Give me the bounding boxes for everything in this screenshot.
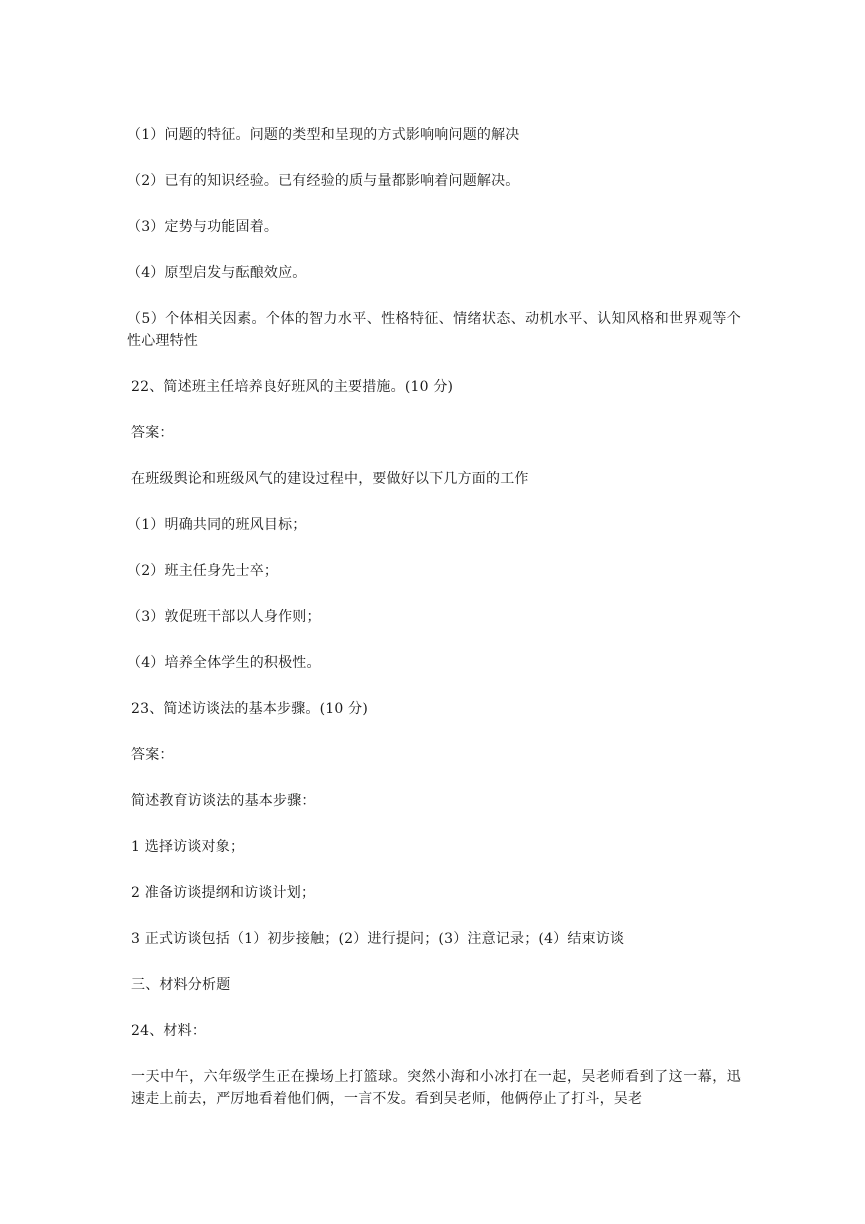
answer-23-intro: 简述教育访谈法的基本步骤：	[131, 793, 316, 809]
measure-4: （4）培养全体学生的积极性。	[127, 655, 321, 671]
answer-label-23: 答案：	[131, 747, 174, 763]
factor-5-individual-factors: （5）个体相关因素。个体的智力水平、性格特征、情绪状态、动机水平、认知风格和世界观等个性心理特性	[127, 311, 741, 349]
step-1: 1 选择访谈对象；	[131, 839, 245, 855]
step-3: 3 正式访谈包括（1）初步接触；(2）进行提问；(3）注意记录；(4）结束访谈	[131, 931, 625, 947]
measure-3: （3）敦促班干部以人身作则；	[127, 609, 321, 625]
factor-3-set-fixedness: （3）定势与功能固着。	[127, 219, 279, 235]
section-3-heading: 三、材料分析题	[131, 977, 231, 993]
question-22-heading: 22、简述班主任培养良好班风的主要措施。(10 分)	[131, 379, 454, 395]
step-2: 2 准备访谈提纲和访谈计划；	[131, 885, 316, 901]
document-page	[127, 124, 741, 1134]
factor-4-prototype-incubation: （4）原型启发与酝酿效应。	[127, 265, 307, 281]
factor-2-prior-knowledge: （2）已有的知识经验。已有经验的质与量都影响着问题解决。	[127, 173, 520, 189]
factor-1-problem-features: （1）问题的特征。问题的类型和呈现的方式影响响问题的解决	[127, 127, 520, 143]
measure-2: （2）班主任身先士卒；	[127, 563, 279, 579]
answer-22-intro: 在班级舆论和班级风气的建设过程中，要做好以下几方面的工作	[131, 471, 529, 487]
question-24-heading: 24、材料：	[131, 1023, 207, 1039]
measure-1: （1）明确共同的班风目标；	[127, 517, 307, 533]
material-text: 一天中午，六年级学生正在操场上打篮球。突然小海和小冰打在一起，吴老师看到了这一幕，迅速走上前去，严厉地看着他们俩，一言不发。看到吴老师，他俩停止了打斗，吴老	[131, 1069, 741, 1107]
question-23-heading: 23、简述访谈法的基本步骤。(10 分)	[131, 701, 369, 717]
answer-label-22: 答案：	[131, 425, 174, 441]
